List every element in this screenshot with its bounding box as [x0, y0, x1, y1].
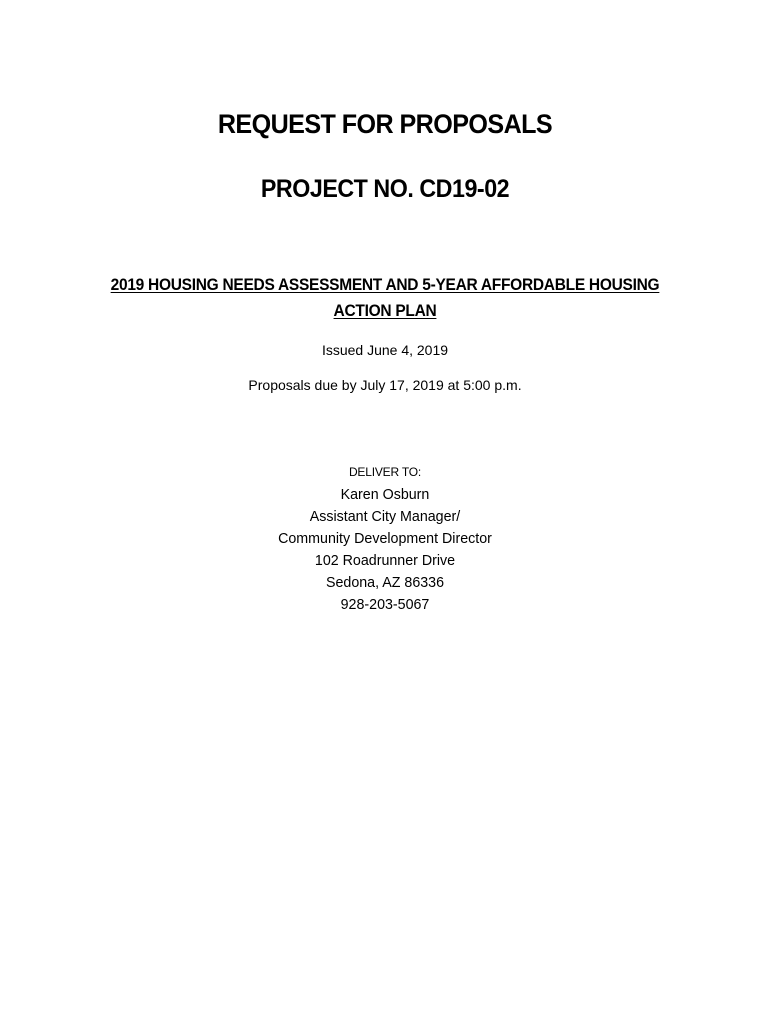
rfp-heading-line-1: 2019 HOUSING NEEDS ASSESSMENT AND 5-YEAR AFFORDABLE HOUSING — [110, 276, 660, 294]
city-state-zip: Sedona, AZ 86336 — [325, 574, 445, 591]
deliver-to-label: DELIVER TO: — [348, 465, 422, 479]
rfp-heading-line-2: ACTION PLAN — [333, 302, 437, 320]
proposals-due: Proposals due by July 17, 2019 at 5:00 p.m. — [248, 377, 522, 393]
project-number: PROJECT NO. CD19-02 — [260, 175, 510, 203]
contact-title-line-2: Community Development Director — [278, 530, 492, 547]
contact-title-line-1: Assistant City Manager/ — [309, 508, 461, 525]
issued-date: Issued June 4, 2019 — [321, 342, 449, 358]
document-title: REQUEST FOR PROPOSALS — [217, 109, 553, 139]
contact-name: Karen Osburn — [340, 486, 430, 503]
street-address: 102 Roadrunner Drive — [314, 552, 456, 569]
phone-number: 928-203-5067 — [340, 596, 430, 613]
